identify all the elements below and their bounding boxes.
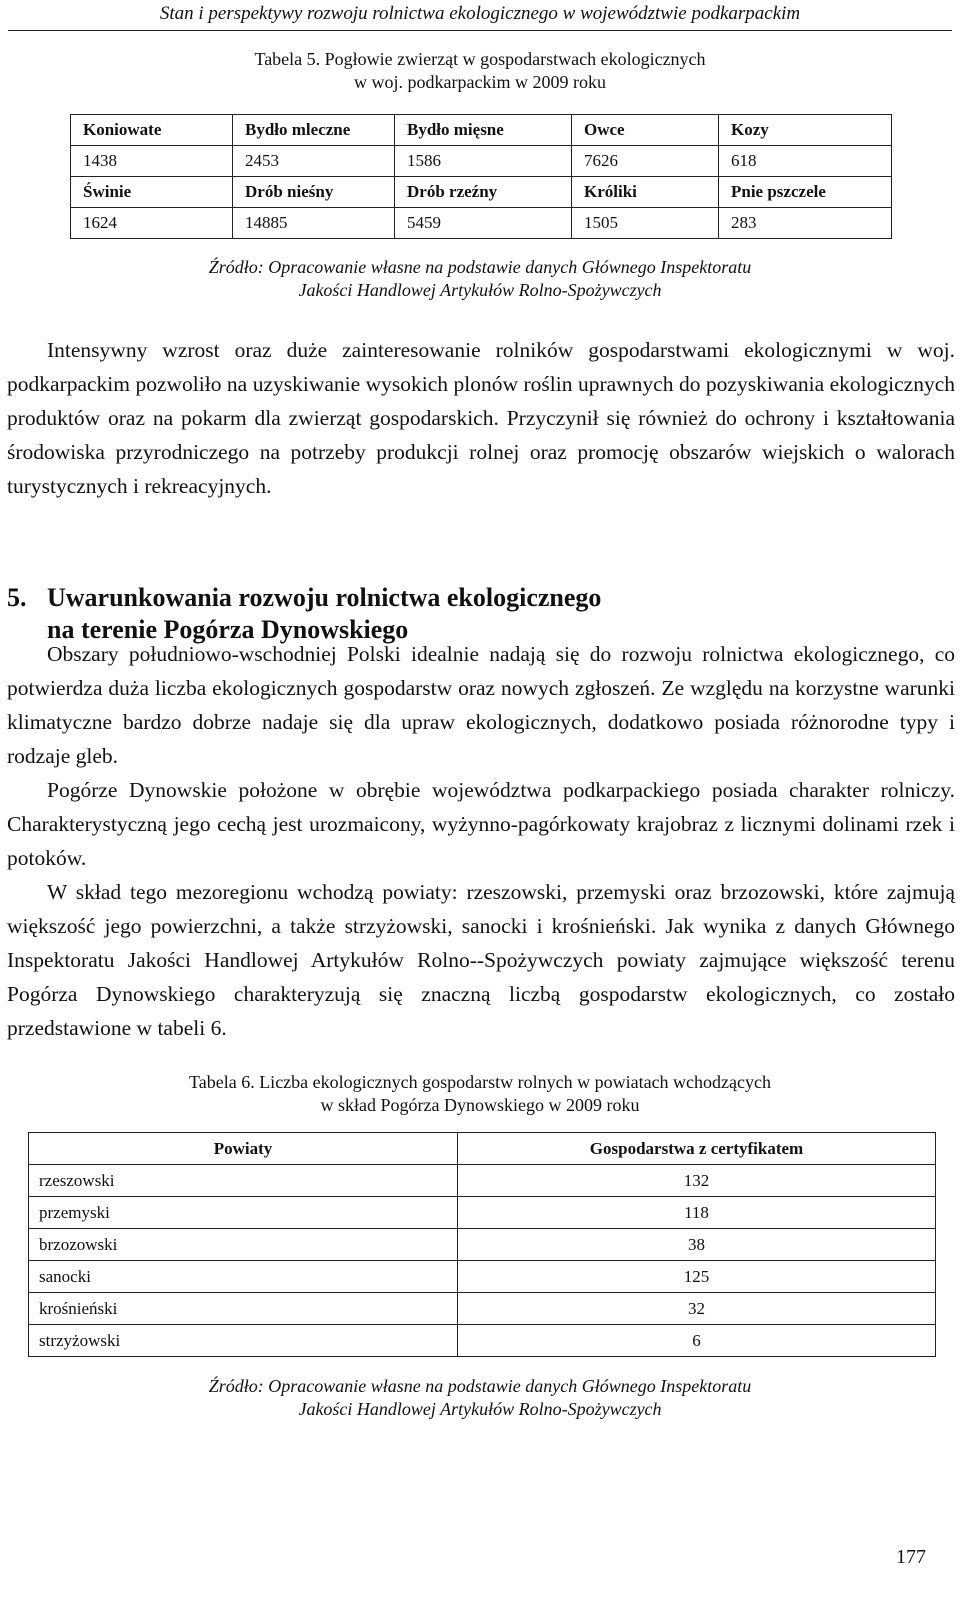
running-header: Stan i perspektywy rozwoju rolnictwa ekologicznego w województwie podkarpackim — [8, 2, 952, 31]
table5-source-line1: Źródło: Opracowanie własne na podstawie danych Głównego Inspektoratu — [208, 257, 752, 277]
powiat-name-cell: strzyżowski — [29, 1325, 458, 1357]
table-cell: 5459 — [395, 208, 572, 239]
table-header-cell: Świnie — [71, 177, 233, 208]
powiat-name-cell: przemyski — [29, 1197, 458, 1229]
table-header-cell: Koniowate — [71, 115, 233, 146]
paragraph-intro-text: Intensywny wzrost oraz duże zainteresowanie rolników gospodarstwami ekologicznymi w woj. podkarpackim pozwoliło na uzyskiwanie wysokich plonów roślin uprawnych do pozyskiwania ekologicznych produktów oraz na pokarm dla zwierząt gospodarskich. Przyczynił się również do ochrony i kształtowania środowiska przyrodniczego na potrzeby produkcji rolnej oraz promocję obszarów wiejskich o walorach turystycznych i rekreacyjnych. — [7, 338, 955, 498]
table-header-cell: Bydło mleczne — [233, 115, 395, 146]
farm-count-cell: 38 — [458, 1229, 936, 1261]
section-body — [7, 637, 955, 1045]
farm-count-cell: 32 — [458, 1293, 936, 1325]
table-cell: 14885 — [233, 208, 395, 239]
table-row — [29, 1229, 936, 1261]
page-number: 177 — [896, 1546, 926, 1568]
table-header-cell: Drób rzeźny — [395, 177, 572, 208]
table-row — [29, 1165, 936, 1197]
table-row — [71, 208, 892, 239]
table5-caption-line2: w woj. podkarpackim w 2009 roku — [354, 72, 606, 92]
table-header-cell: Pnie pszczele — [719, 177, 892, 208]
table5-caption — [0, 48, 960, 94]
column-header-powiaty: Powiaty — [29, 1133, 458, 1165]
section-paragraph: Obszary południowo-wschodniej Polski idealnie nadają się do rozwoju rolnictwa ekologicznego, co potwierdza duża liczba ekologicznych gospodarstw oraz nowych zgłoszeń. Ze względu na korzystne warunki klimatyczne bardzo dobrze nadaje się dla upraw ekologicznych, dodatkowo posiada różnorodne typy i rodzaje gleb. — [7, 642, 955, 768]
powiat-name-cell: krośnieński — [29, 1293, 458, 1325]
section-title-line1: Uwarunkowania rozwoju rolnictwa ekologicznego — [47, 583, 602, 612]
powiat-name-cell: sanocki — [29, 1261, 458, 1293]
table-cell: 1624 — [71, 208, 233, 239]
table-header-row — [71, 177, 892, 208]
section-title-line2: na terenie Pogórza Dynowskiego — [47, 615, 409, 644]
farms-table — [28, 1132, 936, 1357]
table6-caption — [0, 1071, 960, 1117]
farm-count-cell: 125 — [458, 1261, 936, 1293]
table6-source-line1: Źródło: Opracowanie własne na podstawie danych Głównego Inspektoratu — [208, 1376, 752, 1396]
table-cell: 1505 — [572, 208, 719, 239]
powiat-name-cell: brzozowski — [29, 1229, 458, 1261]
table6-source-line2: Jakości Handlowej Artykułów Rolno-Spożywczych — [298, 1399, 662, 1419]
table-header-cell: Drób nieśny — [233, 177, 395, 208]
table-row — [29, 1261, 936, 1293]
section-number: 5. — [7, 583, 27, 612]
farm-count-cell: 132 — [458, 1165, 936, 1197]
table-header-cell: Owce — [572, 115, 719, 146]
table5-source-line2: Jakości Handlowej Artykułów Rolno-Spożywczych — [298, 280, 662, 300]
table-row — [29, 1197, 936, 1229]
paragraph-intro — [7, 333, 955, 503]
table-cell: 618 — [719, 146, 892, 177]
table-header-cell: Kozy — [719, 115, 892, 146]
table6-source — [0, 1375, 960, 1421]
farm-count-cell: 6 — [458, 1325, 936, 1357]
table-row — [29, 1325, 936, 1357]
table5-source — [0, 256, 960, 302]
table-cell: 283 — [719, 208, 892, 239]
table-cell: 2453 — [233, 146, 395, 177]
section-paragraph: W skład tego mezoregionu wchodzą powiaty: rzeszowski, przemyski oraz brzozowski, które zajmują większość jego powierzchni, a także strzyżowski, sanocki i krośnieński. Jak wynika z danych Głównego Inspektoratu Jakości Handlowej Artykułów Rolno-‑Spożywczych powiaty zajmujące większość terenu Pogórza Dynowskiego charakteryzują się znaczną liczbą gospodarstw ekologicznych, co zostało przedstawione w tabeli 6. — [7, 880, 955, 1040]
table-row — [29, 1293, 936, 1325]
table-row — [71, 146, 892, 177]
table-cell: 7626 — [572, 146, 719, 177]
powiat-name-cell: rzeszowski — [29, 1165, 458, 1197]
section-paragraph: Pogórze Dynowskie położone w obrębie województwa podkarpackiego posiada charakter rolniczy. Charakterystyczną jego cechą jest urozmaicony, wyżynno-pagórkowaty krajobraz z licznymi dolinami rzek i potoków. — [7, 778, 955, 870]
farm-count-cell: 118 — [458, 1197, 936, 1229]
table6-caption-line1: Tabela 6. Liczba ekologicznych gospodarstw rolnych w powiatach wchodzących — [188, 1072, 772, 1092]
livestock-table — [70, 114, 892, 239]
table-header-cell: Króliki — [572, 177, 719, 208]
table-cell: 1586 — [395, 146, 572, 177]
table-header-row — [71, 115, 892, 146]
column-header-gospodarstwa: Gospodarstwa z certyfikatem — [458, 1133, 936, 1165]
table6-caption-line2: w skład Pogórza Dynowskiego w 2009 roku — [320, 1095, 640, 1115]
table5-caption-line1: Tabela 5. Pogłowie zwierząt w gospodarstwach ekologicznych — [254, 49, 706, 69]
table-header-cell: Bydło mięsne — [395, 115, 572, 146]
table-cell: 1438 — [71, 146, 233, 177]
table-header-row — [29, 1133, 936, 1165]
